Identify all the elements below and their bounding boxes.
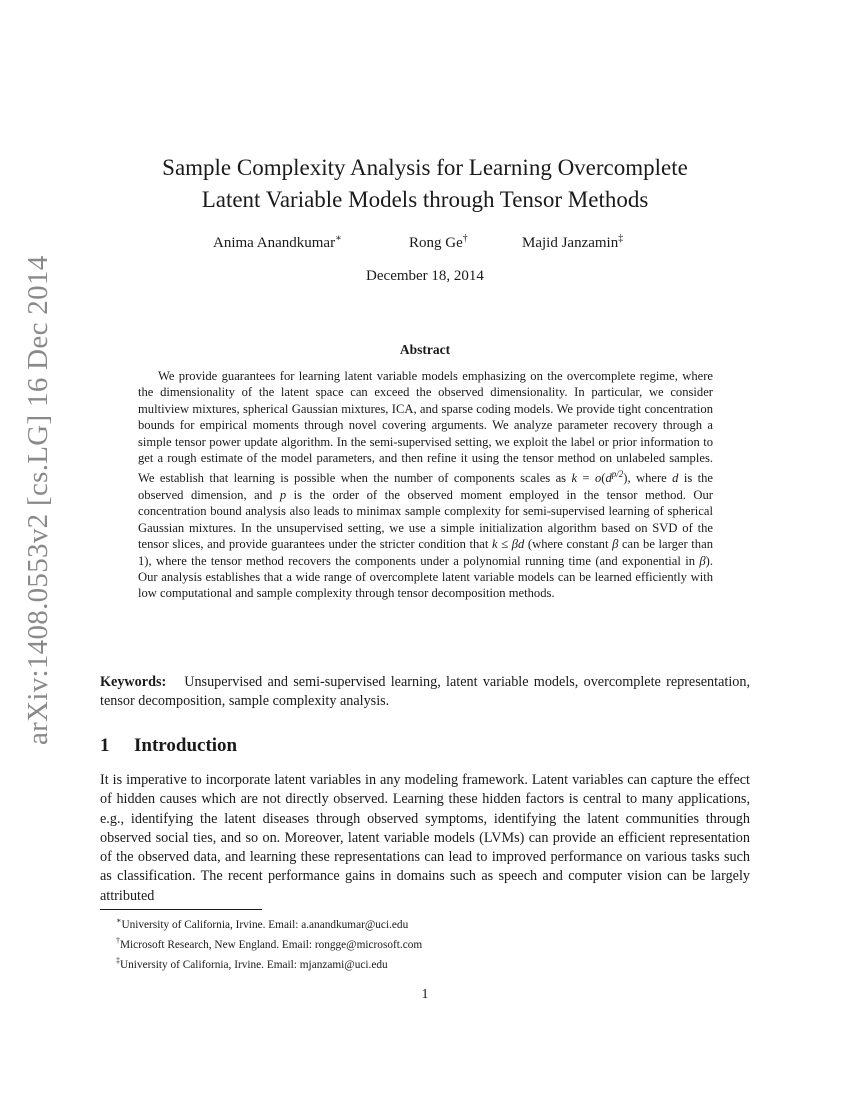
footnote-mark: † (116, 935, 120, 945)
title-line-1: Sample Complexity Analysis for Learning Overcomplete (162, 155, 688, 180)
author-2 (409, 233, 468, 252)
abstract-segment: ), where (623, 471, 673, 486)
footnote-text: Microsoft Research, New England. Email: rongge@microsoft.com (120, 938, 423, 951)
keywords-block (100, 673, 750, 711)
author-list (0, 233, 850, 255)
section-number: 1 (100, 735, 110, 756)
footnote-divider (100, 909, 262, 910)
arxiv-stamp: arXiv:1408.0553v2 [cs.LG] 16 Dec 2014 (22, 255, 54, 745)
abstract-segment: We provide guarantees for learning latent variable models emphasizing on the overcomplete regime, where the dimensionality of the latent space can exceed the observed dimensionality. In particular, we consider multiview mixtures, spherical Gaussian mixtures, ICA, and sparse coding models. We provide tight concentration bounds for empirical moments through novel covering arguments. We analyze parameter recovery through a simple tensor power update algorithm. In the semi-supervised setting, we exploit the label or prior information to get a rough estimate of the model parameters, and then refine it using the tensor method on unlabeled samples. We establish that learning is possible when the number of components scales as (138, 369, 713, 486)
author-name: Anima Anandkumar (213, 235, 336, 251)
footnote-mark: ∗ (116, 916, 122, 925)
math-var: d (518, 537, 525, 552)
footnote (116, 933, 750, 953)
footnote-text: University of California, Irvine. Email: a.anandkumar@uci.edu (121, 918, 409, 931)
abstract-text (138, 368, 713, 602)
abstract-segment: is the observed dimension, and (138, 471, 713, 503)
section-title: Introduction (134, 735, 238, 756)
abstract-segment: ( (601, 471, 606, 486)
abstract-segment: ≤ (497, 537, 512, 552)
publication-date: December 18, 2014 (366, 268, 484, 284)
math-exponent: p/2 (611, 469, 624, 480)
math-var: k (492, 537, 498, 552)
author-name: Majid Janzamin (522, 235, 619, 251)
abstract-segment: ). Our analysis establishes that a wide range of overcomplete latent variable models can be learned efficiently with low computational and sample complexity through tensor decomposition methods. (138, 553, 713, 601)
footnote (116, 953, 750, 973)
keywords-label: Keywords: (100, 674, 167, 690)
abstract-segment: (where constant (524, 537, 613, 552)
abstract-segment: = (577, 471, 595, 486)
math-var: o (594, 471, 602, 486)
math-var: p (279, 488, 287, 503)
author-3 (522, 233, 623, 252)
abstract-heading: Abstract (399, 342, 451, 357)
footnote-text: University of California, Irvine. Email: mjanzami@uci.edu (120, 958, 388, 971)
abstract-segment: is the order of the observed moment employed in the tensor method. Our concentration bound analysis also leads to minimax sample complexity for semi-supervised learning of spherical Gaussian mixtures. In the unsupervised setting, we use a simple initialization algorithm based on SVD of the tensor slices, and provide guarantees under the stricter condition that (138, 488, 713, 552)
footnote (116, 913, 750, 933)
math-var: β (511, 537, 519, 552)
paper-title (100, 152, 750, 216)
section-heading (100, 735, 237, 757)
footnote-mark: ‡ (116, 955, 120, 965)
author-1 (213, 233, 342, 252)
title-line-2: Latent Variable Models through Tensor Methods (201, 187, 649, 212)
math-var: d (605, 471, 612, 486)
math-var: β (612, 537, 619, 552)
intro-paragraph: It is imperative to incorporate latent variables in any modeling framework. Latent variables can capture the effect of hidden causes which are not directly observed. Learning these hidden factors is central to many applications, e.g., identifying the latent diseases through observed symptoms, identifying the latent communities through observed social ties, and so on. Moreover, latent variable models (LVMs) can provide an efficient representation of the observed data, and learning these representations can lead to improved performance on various tasks such as classification. The recent performance gains in domains such as speech and computer vision can be largely attributed (100, 772, 750, 904)
page-number: 1 (421, 987, 429, 1002)
math-var: β (699, 553, 706, 568)
footnotes (116, 913, 750, 973)
math-var: k (571, 471, 578, 486)
author-mark: ‡ (618, 233, 624, 244)
author-mark: ∗ (335, 233, 342, 244)
abstract-segment: can be larger than 1), where the tensor method recovers the components under a polynomial running time (and exponential in (138, 537, 713, 568)
keywords-text: Unsupervised and semi-supervised learning, latent variable models, overcomplete representation, tensor decomposition, sample complexity analysis. (100, 674, 750, 709)
author-name: Rong Ge (409, 235, 463, 251)
author-mark: † (462, 233, 468, 244)
math-var: d (672, 471, 679, 486)
